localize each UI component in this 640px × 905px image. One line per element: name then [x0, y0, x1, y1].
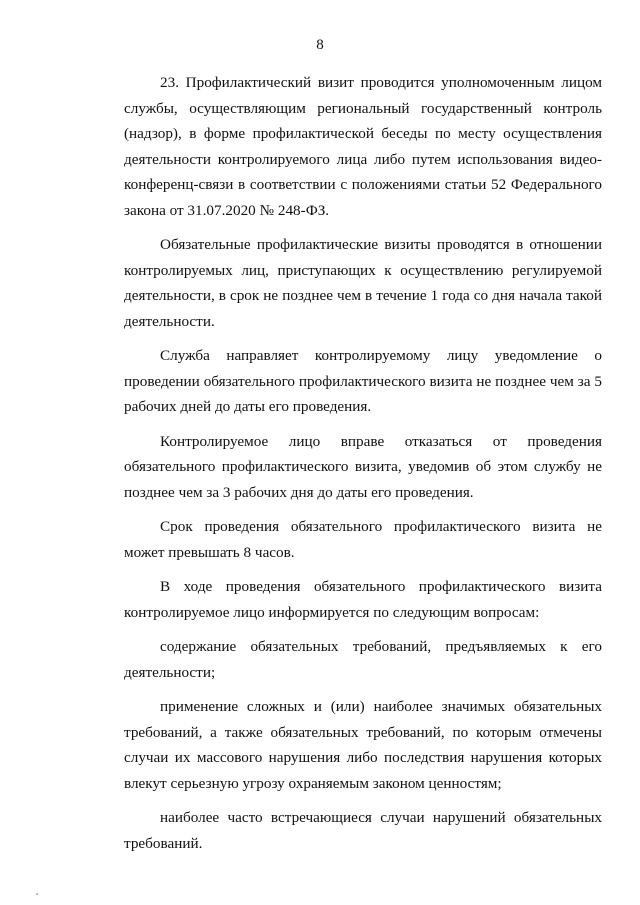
list-item-frequent-violations: наиболее часто встречающиеся случаи нарушений обязательных требований.: [124, 809, 602, 852]
document-body: [124, 70, 602, 865]
page-number: 8: [316, 37, 324, 53]
scan-mark: [36, 893, 38, 895]
paragraph-mandatory-visits: Обязательные профилактические визиты проводятся в отношении контролируемых лиц, приступающих к осуществлению регулируемой деятельности, в срок не позднее чем в течение 1 года со дня начала такой деятельности.: [124, 236, 602, 330]
paragraph-notification: Служба направляет контролируемому лицу уведомление о проведении обязательного профилактического визита не позднее чем за 5 рабочих дней до даты его проведения.: [124, 347, 602, 415]
list-item-complex-requirements: применение сложных и (или) наиболее значимых обязательных требований, а также обязательных требований, по которым отмечены случаи их массового нарушения либо последствия нарушения которых влекут серьезную угрозу охраняемым законом ценностям;: [124, 698, 602, 792]
paragraph-refusal-right: Контролируемое лицо вправе отказаться от проведения обязательного профилактического визита, уведомив об этом службу не позднее чем за 3 рабочих дня до даты его проведения.: [124, 432, 602, 501]
paragraph-23-visit-form: 23. Профилактический визит проводится уполномоченным лицом службы, осуществляющим региональный государственный контроль (надзор), в форме профилактической беседы по месту осуществления деятельности контролируемого лица либо путем использования видео-конференц-связи в соответствии с положениями статьи 52 Федерального закона от 31.07.2020 № 248-ФЗ.: [124, 74, 602, 219]
paragraph-visit-duration: Срок проведения обязательного профилактического визита не может превышать 8 часов.: [124, 518, 602, 561]
paragraph-information-topics: В ходе проведения обязательного профилактического визита контролируемое лицо информируется по следующим вопросам:: [124, 578, 602, 621]
list-item-requirements-content: содержание обязательных требований, предъявляемых к его деятельности;: [124, 638, 602, 681]
